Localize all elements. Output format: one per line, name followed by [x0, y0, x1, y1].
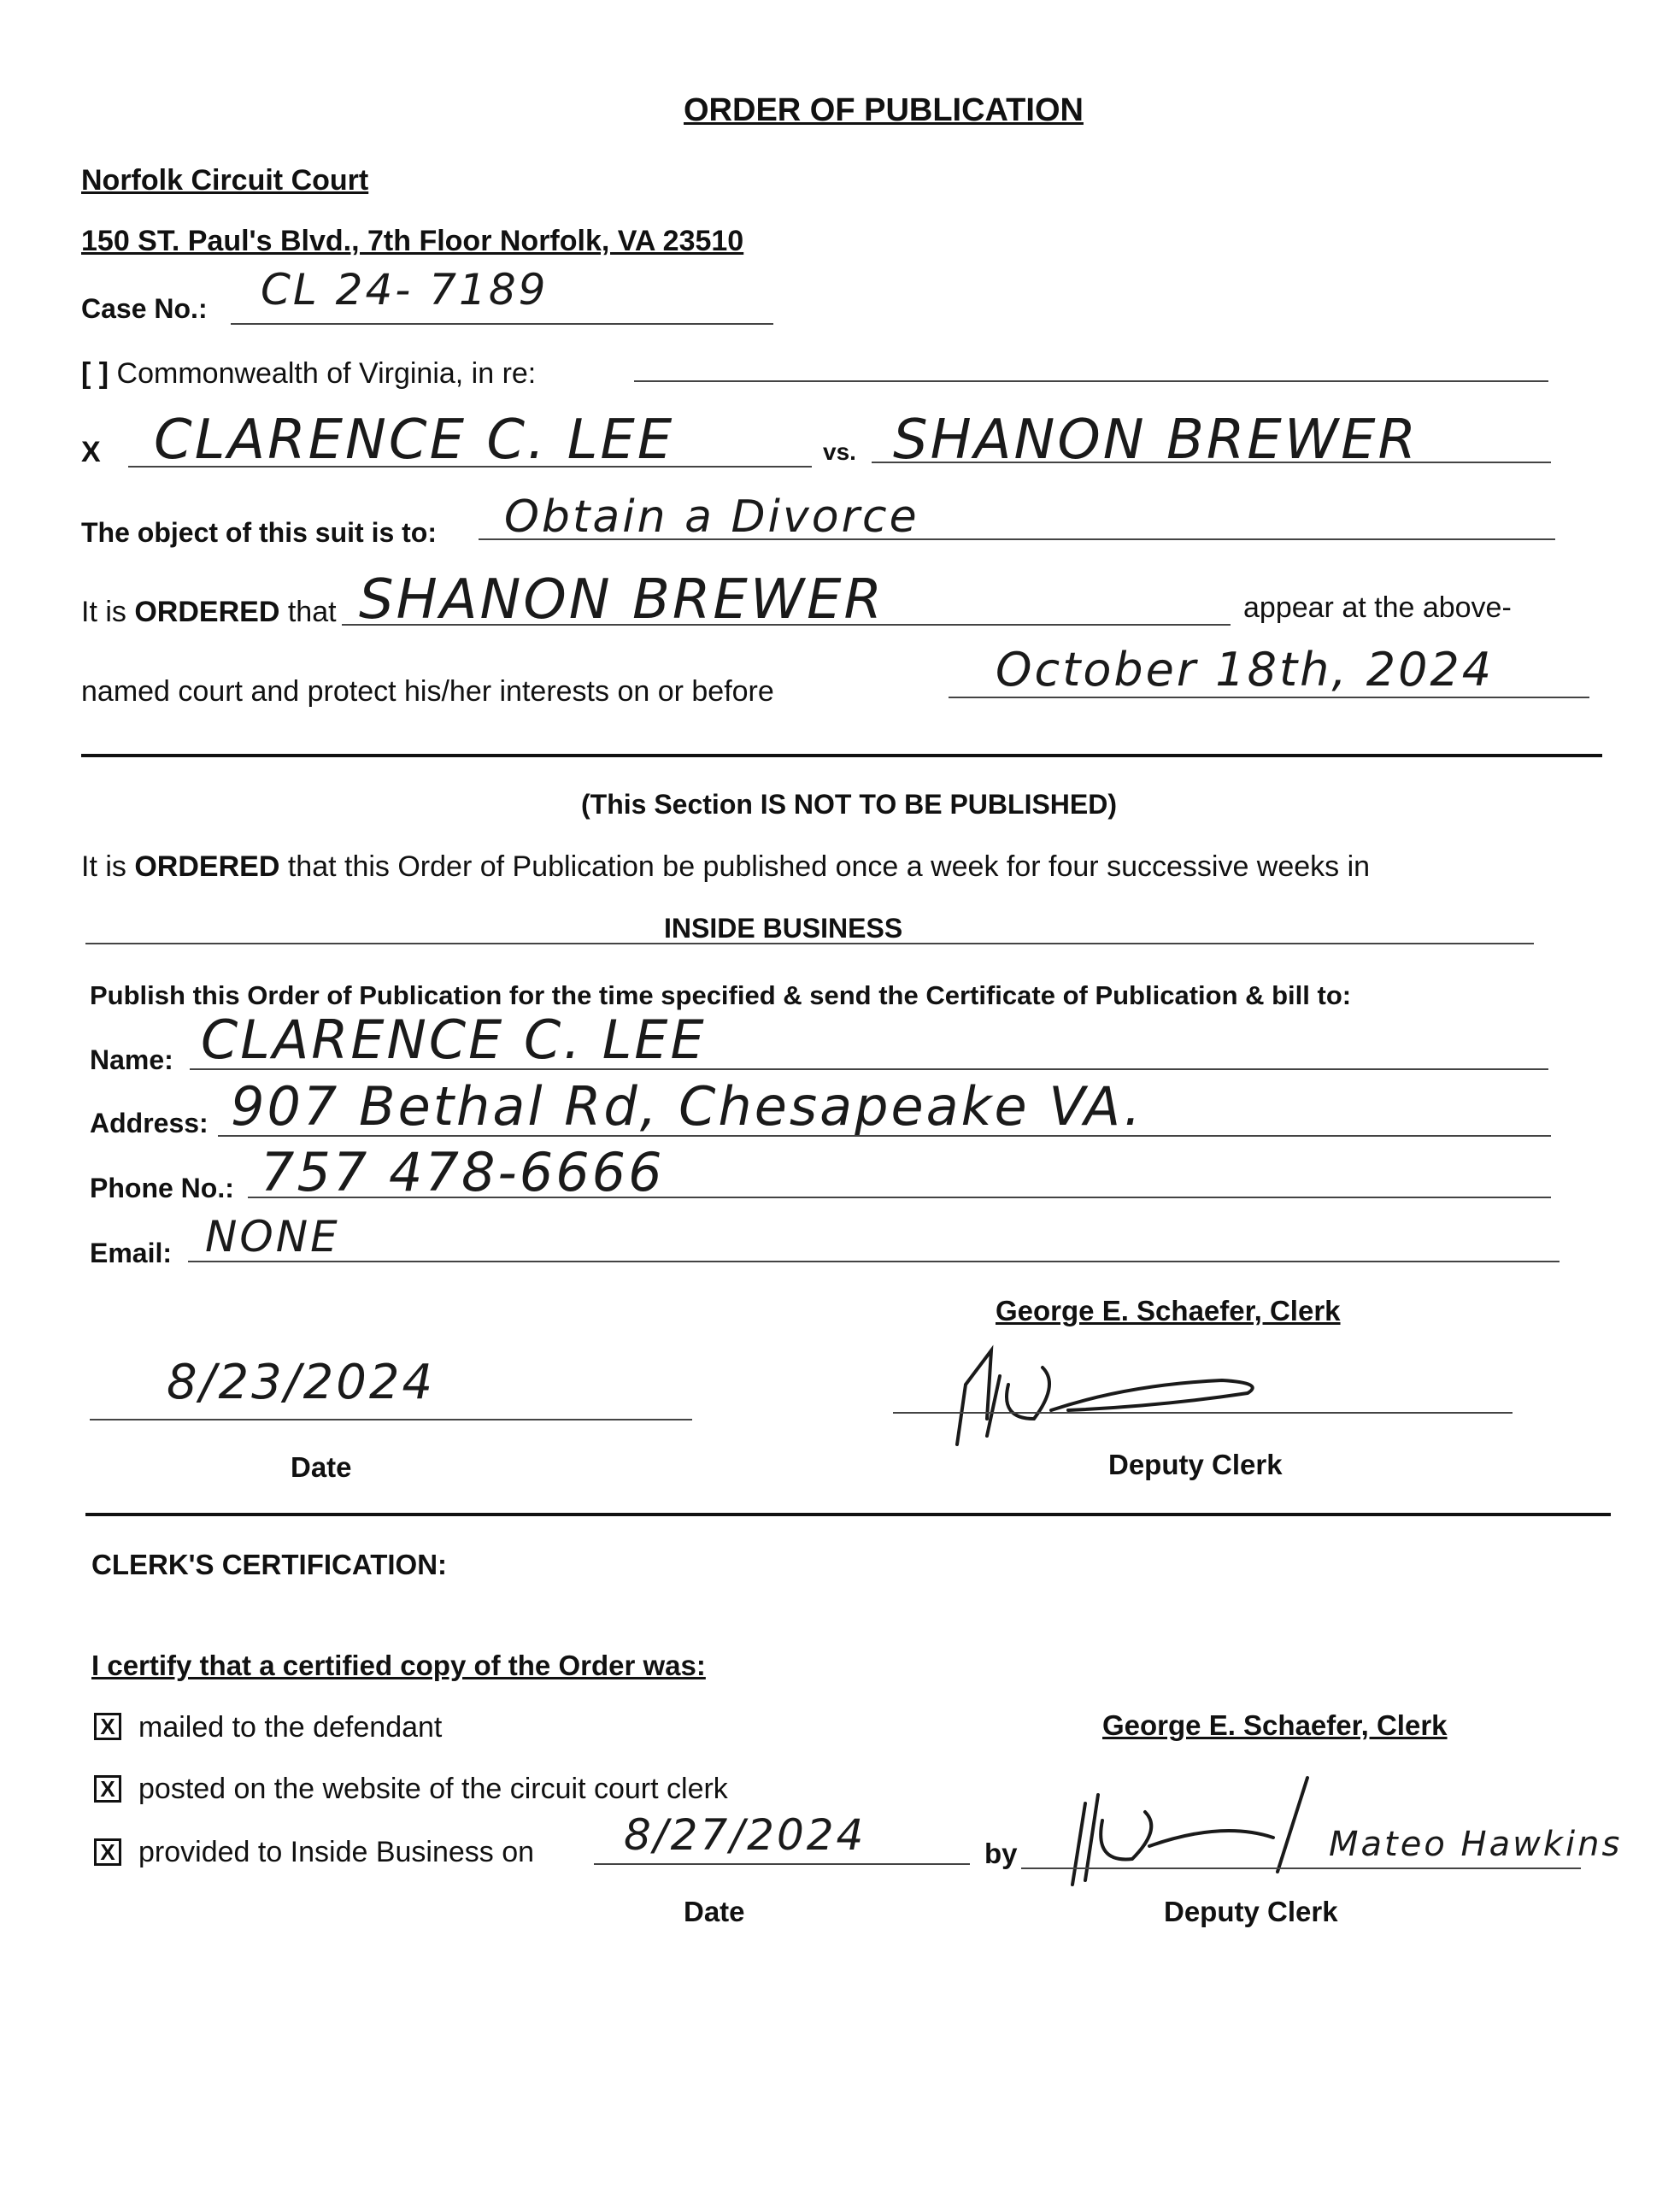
- billing-name-line: [190, 1068, 1548, 1070]
- provided-date-value: 8/27/2024: [624, 1810, 866, 1860]
- clerk-name-2: George E. Schaefer, Clerk: [1102, 1709, 1448, 1741]
- commonwealth-checkbox: [ ]: [81, 357, 109, 390]
- deputy-clerk-signature-1: [940, 1333, 1299, 1453]
- billing-phone-line: [248, 1197, 1551, 1198]
- billing-address-value: 907 Bethal Rd, Chesapeake VA.: [231, 1075, 1143, 1138]
- provided-date-label: Date: [684, 1896, 745, 1927]
- ordered-that: that: [287, 596, 337, 628]
- not-published-heading: (This Section IS NOT TO BE PUBLISHED): [581, 789, 1118, 820]
- defendant-name: SHANON BREWER: [893, 409, 1419, 472]
- deputy-clerk-signature-2: [1051, 1769, 1359, 1889]
- certification-subheading: I certify that a certified copy of the Order was:: [91, 1650, 706, 1681]
- cert-label-mailed: mailed to the defendant: [138, 1711, 443, 1744]
- ordered-prefix: It is: [81, 596, 126, 628]
- object-value: Obtain a Divorce: [504, 491, 919, 543]
- publication-line: [85, 943, 1534, 944]
- ordered-line-2: named court and protect his/her interests on or before: [81, 675, 774, 708]
- billing-instruction: Publish this Order of Publication for the time specified & send the Certificate of Publication & bill to:: [90, 980, 1352, 1010]
- billing-address-line: [218, 1135, 1551, 1137]
- defendant-line: [872, 462, 1551, 463]
- ordered-name: SHANON BREWER: [359, 568, 884, 632]
- ordered-suffix: appear at the above-: [1243, 591, 1512, 624]
- deputy-clerk-label-2: Deputy Clerk: [1164, 1896, 1338, 1927]
- commonwealth-line: [81, 357, 536, 391]
- commonwealth-line-rule: [634, 380, 1548, 382]
- ordered-date: October 18th, 2024: [996, 643, 1495, 697]
- billing-phone-label: Phone No.:: [90, 1173, 234, 1203]
- parties-checkbox: X: [81, 436, 101, 468]
- not-published-rest: that this Order of Publication be published once a week for four successive weeks in: [287, 850, 1371, 883]
- billing-name-value: CLARENCE C. LEE: [201, 1009, 707, 1071]
- clerk-name-1: George E. Schaefer, Clerk: [996, 1295, 1341, 1326]
- deputy-clerk-line-2: [1021, 1867, 1581, 1869]
- billing-name-label: Name:: [90, 1044, 173, 1075]
- billing-email-value: NONE: [205, 1212, 340, 1262]
- not-published-prefix: It is: [81, 850, 126, 883]
- case-number-line: [231, 323, 773, 325]
- vs-label: vs.: [823, 438, 856, 465]
- case-number-value: CL 24- 7189: [261, 265, 549, 315]
- ordered-name-line: [342, 624, 1231, 626]
- billing-email-label: Email:: [90, 1238, 173, 1268]
- deputy-clerk-label-1: Deputy Clerk: [1108, 1449, 1283, 1480]
- cert-checkbox-posted: X: [94, 1775, 121, 1803]
- billing-address-label: Address:: [90, 1108, 209, 1138]
- not-published-ordered-word: ORDERED: [134, 850, 280, 883]
- certification-heading: CLERK'S CERTIFICATION:: [91, 1549, 448, 1580]
- plaintiff-name: CLARENCE C. LEE: [154, 409, 675, 472]
- order-date-label: Date: [291, 1451, 352, 1483]
- cert-checkbox-mailed: X: [94, 1713, 121, 1740]
- order-date-value: 8/23/2024: [167, 1355, 436, 1410]
- publication-name: INSIDE BUSINESS: [664, 913, 903, 944]
- deputy-clerk-printed-name: Mateo Hawkins: [1329, 1825, 1623, 1864]
- ordered-date-line: [949, 697, 1589, 698]
- billing-email-line: [188, 1261, 1560, 1262]
- cert-label-provided: provided to Inside Business on: [138, 1836, 535, 1868]
- court-name: Norfolk Circuit Court: [81, 164, 369, 197]
- provided-date-line: [594, 1863, 970, 1865]
- by-label: by: [984, 1838, 1018, 1869]
- billing-phone-value: 757 478-6666: [261, 1141, 665, 1203]
- divider-2: [85, 1513, 1611, 1516]
- page-title: ORDER OF PUBLICATION: [684, 92, 1084, 128]
- not-published-text: [81, 850, 1370, 884]
- case-number-label: Case No.:: [81, 293, 208, 324]
- ordered-line-1: [81, 596, 337, 629]
- deputy-clerk-line-1: [893, 1412, 1513, 1414]
- plaintiff-line: [128, 466, 812, 468]
- divider-1: [81, 754, 1602, 757]
- court-address: 150 ST. Paul's Blvd., 7th Floor Norfolk, VA 23510: [81, 225, 744, 257]
- cert-checkbox-provided: X: [94, 1838, 121, 1866]
- object-label: The object of this suit is to:: [81, 517, 437, 548]
- commonwealth-label: Commonwealth of Virginia, in re:: [116, 357, 537, 390]
- object-line: [479, 538, 1555, 540]
- ordered-word: ORDERED: [134, 596, 280, 628]
- cert-label-posted: posted on the website of the circuit court clerk: [138, 1773, 728, 1805]
- order-date-line: [90, 1419, 692, 1420]
